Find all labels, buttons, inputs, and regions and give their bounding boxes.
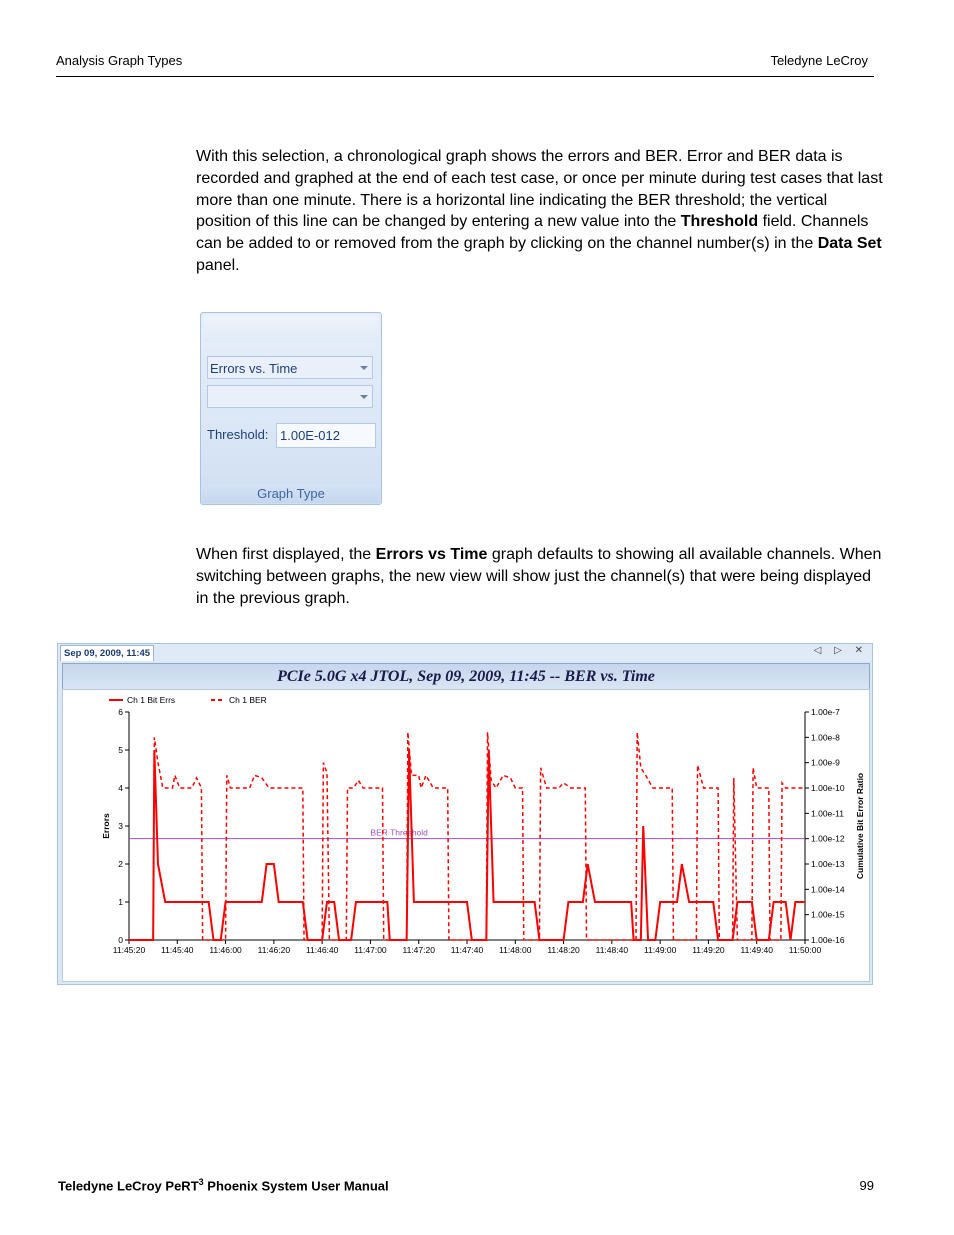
y2-tick-label: 1.00e-16 xyxy=(811,935,845,945)
intro-text-2: field. Channels can be added to or removed from the graph by clicking on the channel number(s) in the xyxy=(196,213,869,253)
footer-title-rest: Phoenix System User Manual xyxy=(203,1178,389,1194)
footer-title-main: Teledyne LeCroy PeRT xyxy=(58,1178,199,1194)
chevron-down-icon xyxy=(360,366,368,370)
y2-tick-label: 1.00e-9 xyxy=(811,757,840,768)
y-tick-label: 5 xyxy=(118,745,123,755)
y2-tick-label: 1.00e-13 xyxy=(811,859,845,869)
intro-paragraph xyxy=(196,146,886,277)
page-number: 99 xyxy=(859,1178,874,1193)
header-rule xyxy=(56,76,874,77)
y2-tick-label: 1.00e-12 xyxy=(811,833,845,844)
y-tick-label: 0 xyxy=(118,935,123,945)
intro-text-3: panel. xyxy=(196,256,240,274)
defaults-paragraph xyxy=(196,544,886,609)
y-tick-label: 6 xyxy=(118,707,123,717)
y-tick-label: 1 xyxy=(118,897,123,907)
x-tick-label: 11:46:40 xyxy=(305,945,339,955)
panel-top-strip xyxy=(204,316,378,342)
x-tick-label: 11:48:20 xyxy=(547,945,580,955)
intro-bold-dataset: Data Set xyxy=(817,235,882,253)
chart-title: PCIe 5.0G x4 JTOL, Sep 09, 2009, 11:45 -- BER vs. Time xyxy=(277,668,655,685)
x-tick-label: 11:47:00 xyxy=(354,945,387,955)
graph-type-combo-value: Errors vs. Time xyxy=(210,361,298,376)
x-tick-label: 11:46:00 xyxy=(209,945,242,955)
y2-tick-label: 1.00e-7 xyxy=(811,707,840,717)
errors-vs-time-chart xyxy=(57,643,873,985)
threshold-input[interactable]: 1.00E-012 xyxy=(276,423,376,448)
y-axis-title: Errors xyxy=(101,813,111,839)
x-tick-label: 11:46:20 xyxy=(257,945,291,955)
series-line-bit-errs xyxy=(129,750,805,940)
threshold-label: Threshold: xyxy=(207,427,269,442)
footer-manual-title xyxy=(58,1177,389,1193)
running-header-left: Analysis Graph Types xyxy=(56,53,183,68)
x-tick-label: 11:45:20 xyxy=(112,945,146,955)
panel-caption: Graph Type xyxy=(202,484,380,503)
intro-text-1: With this selection, a chronological graph shows the errors and BER. Error and BER data is recorded and graphed at the end of each test case, or once per minute during test cases that last more than one minute. There is a horizontal line indicating the BER threshold; the vertical position of this line can be changed by entering a new value into the xyxy=(196,148,883,231)
x-tick-label: 11:48:00 xyxy=(499,945,532,955)
x-tick-label: 11:49:20 xyxy=(692,945,725,955)
defaults-bold: Errors vs Time xyxy=(375,546,488,563)
defaults-text-2: graph defaults to showing all available channels. When switching between graphs, the new view will show just the channel(s) that were being displayed in the previous graph. xyxy=(196,546,882,607)
ber-threshold-label: BER Threshold xyxy=(370,827,428,838)
y-tick-label: 4 xyxy=(118,783,123,793)
running-header-right: Teledyne LeCroy xyxy=(770,53,868,68)
y2-tick-label: 1.00e-14 xyxy=(811,884,845,895)
x-tick-label: 11:48:40 xyxy=(595,945,629,955)
y2-tick-label: 1.00e-11 xyxy=(811,808,844,819)
x-tick-label: 11:47:40 xyxy=(450,945,484,955)
graph-type-panel xyxy=(200,312,382,505)
chevron-down-icon xyxy=(360,395,368,399)
y2-axis-title: Cumulative Bit Error Ratio xyxy=(855,772,865,880)
tab-controls[interactable]: ◁ ▷ ✕ xyxy=(813,645,868,656)
y2-tick-label: 1.00e-15 xyxy=(811,909,845,920)
defaults-text-1: When first displayed, the xyxy=(196,546,376,563)
footer-title-sup: 3 xyxy=(198,1177,204,1187)
x-tick-label: 11:45:40 xyxy=(161,945,194,955)
x-tick-label: 11:49:00 xyxy=(643,945,677,955)
y2-tick-label: 1.00e-8 xyxy=(811,732,840,743)
chart-tab[interactable]: Sep 09, 2009, 11:45 xyxy=(60,645,154,661)
chart-window xyxy=(57,643,873,985)
y-tick-label: 3 xyxy=(118,821,123,831)
y-tick-label: 2 xyxy=(118,859,123,869)
graph-type-combo[interactable] xyxy=(207,356,373,379)
x-tick-label: 11:47:20 xyxy=(402,945,435,955)
legend-label: Ch 1 BER xyxy=(229,695,267,705)
intro-bold-threshold: Threshold xyxy=(680,213,759,231)
x-tick-label: 11:49:40 xyxy=(740,945,773,955)
y2-tick-label: 1.00e-10 xyxy=(811,783,845,793)
x-tick-label: 11:50:00 xyxy=(788,945,822,955)
secondary-combo[interactable] xyxy=(207,385,373,408)
legend-label: Ch 1 Bit Errs xyxy=(127,695,176,705)
